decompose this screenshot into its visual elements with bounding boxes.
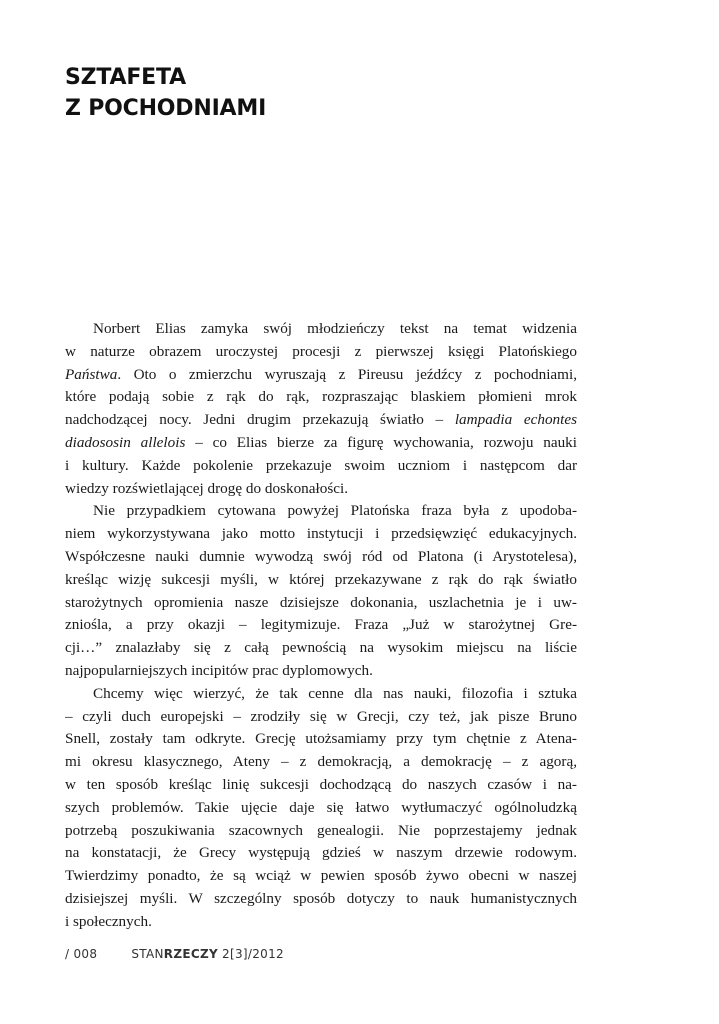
journal-name-light: STAN	[131, 947, 164, 961]
text-line	[65, 409, 577, 432]
text-line: Chcemy więc wierzyć, że tak cenne dla nas nauki, filozofia i sztuka	[93, 684, 577, 702]
text-line: potrzebą poszukiwania szacownych genealogii. Nie poprzestajemy jednak	[65, 821, 577, 839]
paragraph	[65, 500, 577, 682]
text-segment: – co Elias bierze za figurę wychowania, rozwoju nauki	[185, 433, 577, 451]
text-line: Nie przypadkiem cytowana powyżej Platońska fraza była z upodoba-	[93, 502, 577, 520]
title-line-2: Z POCHODNIAMI	[65, 96, 267, 121]
italic-phrase: lampadia echontes	[454, 411, 577, 429]
text-line	[65, 432, 577, 455]
text-line: wiedzy rozświetlającej drogę do doskonałości.	[65, 479, 348, 497]
text-line: Snell, zostały tam odkryte. Grecję utożsamiamy przy tym chętnie z Atena-	[65, 730, 577, 748]
paragraph	[65, 683, 577, 934]
article-body	[65, 318, 577, 934]
text-line: cji…” znalazłaby się z całą pewnością na wysokim miejscu na liście	[65, 639, 577, 657]
text-line: mi okresu klasycznego, Ateny – z demokracją, a demokrację – z agorą,	[65, 753, 577, 771]
text-segment: nadchodzącej nocy. Jedni drugim przekazują światło –	[65, 411, 455, 429]
text-line: w naturze obrazem uroczystej procesji z pierwszej księgi Platońskiego	[65, 342, 577, 360]
italic-phrase: Państwa	[65, 365, 118, 383]
journal-name	[131, 947, 284, 961]
journal-name-bold: RZECZY	[163, 947, 218, 961]
text-line: i kultury. Każde pokolenie przekazuje swoim uczniom i następcom dar	[65, 456, 577, 474]
text-line: dzisiejszej myśli. W szczególny sposób dotyczy to nauk humanistycznych	[65, 889, 577, 907]
text-line: Twierdzimy ponadto, że są wciąż w pewien sposób żywo obecni w naszej	[65, 867, 577, 885]
page-footer	[65, 947, 284, 961]
text-segment: . Oto o zmierzchu wyruszają z Pireusu jeźdźcy z pochodniami,	[117, 365, 577, 383]
text-line: Współczesne nauki dumnie wywodzą swój ród od Platona (i Arystotelesa),	[65, 547, 577, 565]
text-line: i społecznych.	[65, 912, 152, 930]
text-line: niem wykorzystywana jako motto instytucji i przedsięwzięć edukacyjnych.	[65, 525, 577, 543]
text-line: szych problemów. Takie ujęcie daje się łatwo wytłumaczyć ogólnoludzką	[65, 798, 577, 816]
text-line: zniośla, a przy okazji – legitymizuje. Fraza „Już w starożytnej Gre-	[65, 616, 577, 634]
text-line	[65, 364, 577, 387]
article-title	[65, 62, 266, 124]
text-line: Norbert Elias zamyka swój młodzieńczy tekst na temat widzenia	[93, 320, 577, 337]
text-line: starożytnych opromienia nasze dzisiejsze dokonania, uszlachetnia je i uw-	[65, 593, 577, 611]
text-line: na konstatacji, że Grecy występują gdzieś w naszym drzewie rodowym.	[65, 844, 577, 862]
text-line: w ten sposób kreśląc linię sukcesji dochodzącą do naszych czasów i na-	[65, 775, 577, 793]
journal-issue: 2[3]/2012	[217, 947, 284, 961]
text-line: które podają sobie z rąk do rąk, rozpraszając blaskiem płomieni mrok	[65, 388, 577, 406]
title-line-1: SZTAFETA	[65, 65, 186, 90]
text-line: – czyli duch europejski – zrodziły się w Grecji, czy też, jak pisze Bruno	[65, 707, 577, 725]
text-line: kreśląc wizję sukcesji myśli, w której przekazywane z rąk do rąk światło	[65, 570, 577, 588]
paragraph	[65, 318, 577, 500]
text-line: najpopularniejszych incipitów prac dyplomowych.	[65, 661, 373, 679]
page-number: / 008	[65, 947, 98, 961]
italic-phrase: diadososin allelois	[65, 433, 186, 451]
